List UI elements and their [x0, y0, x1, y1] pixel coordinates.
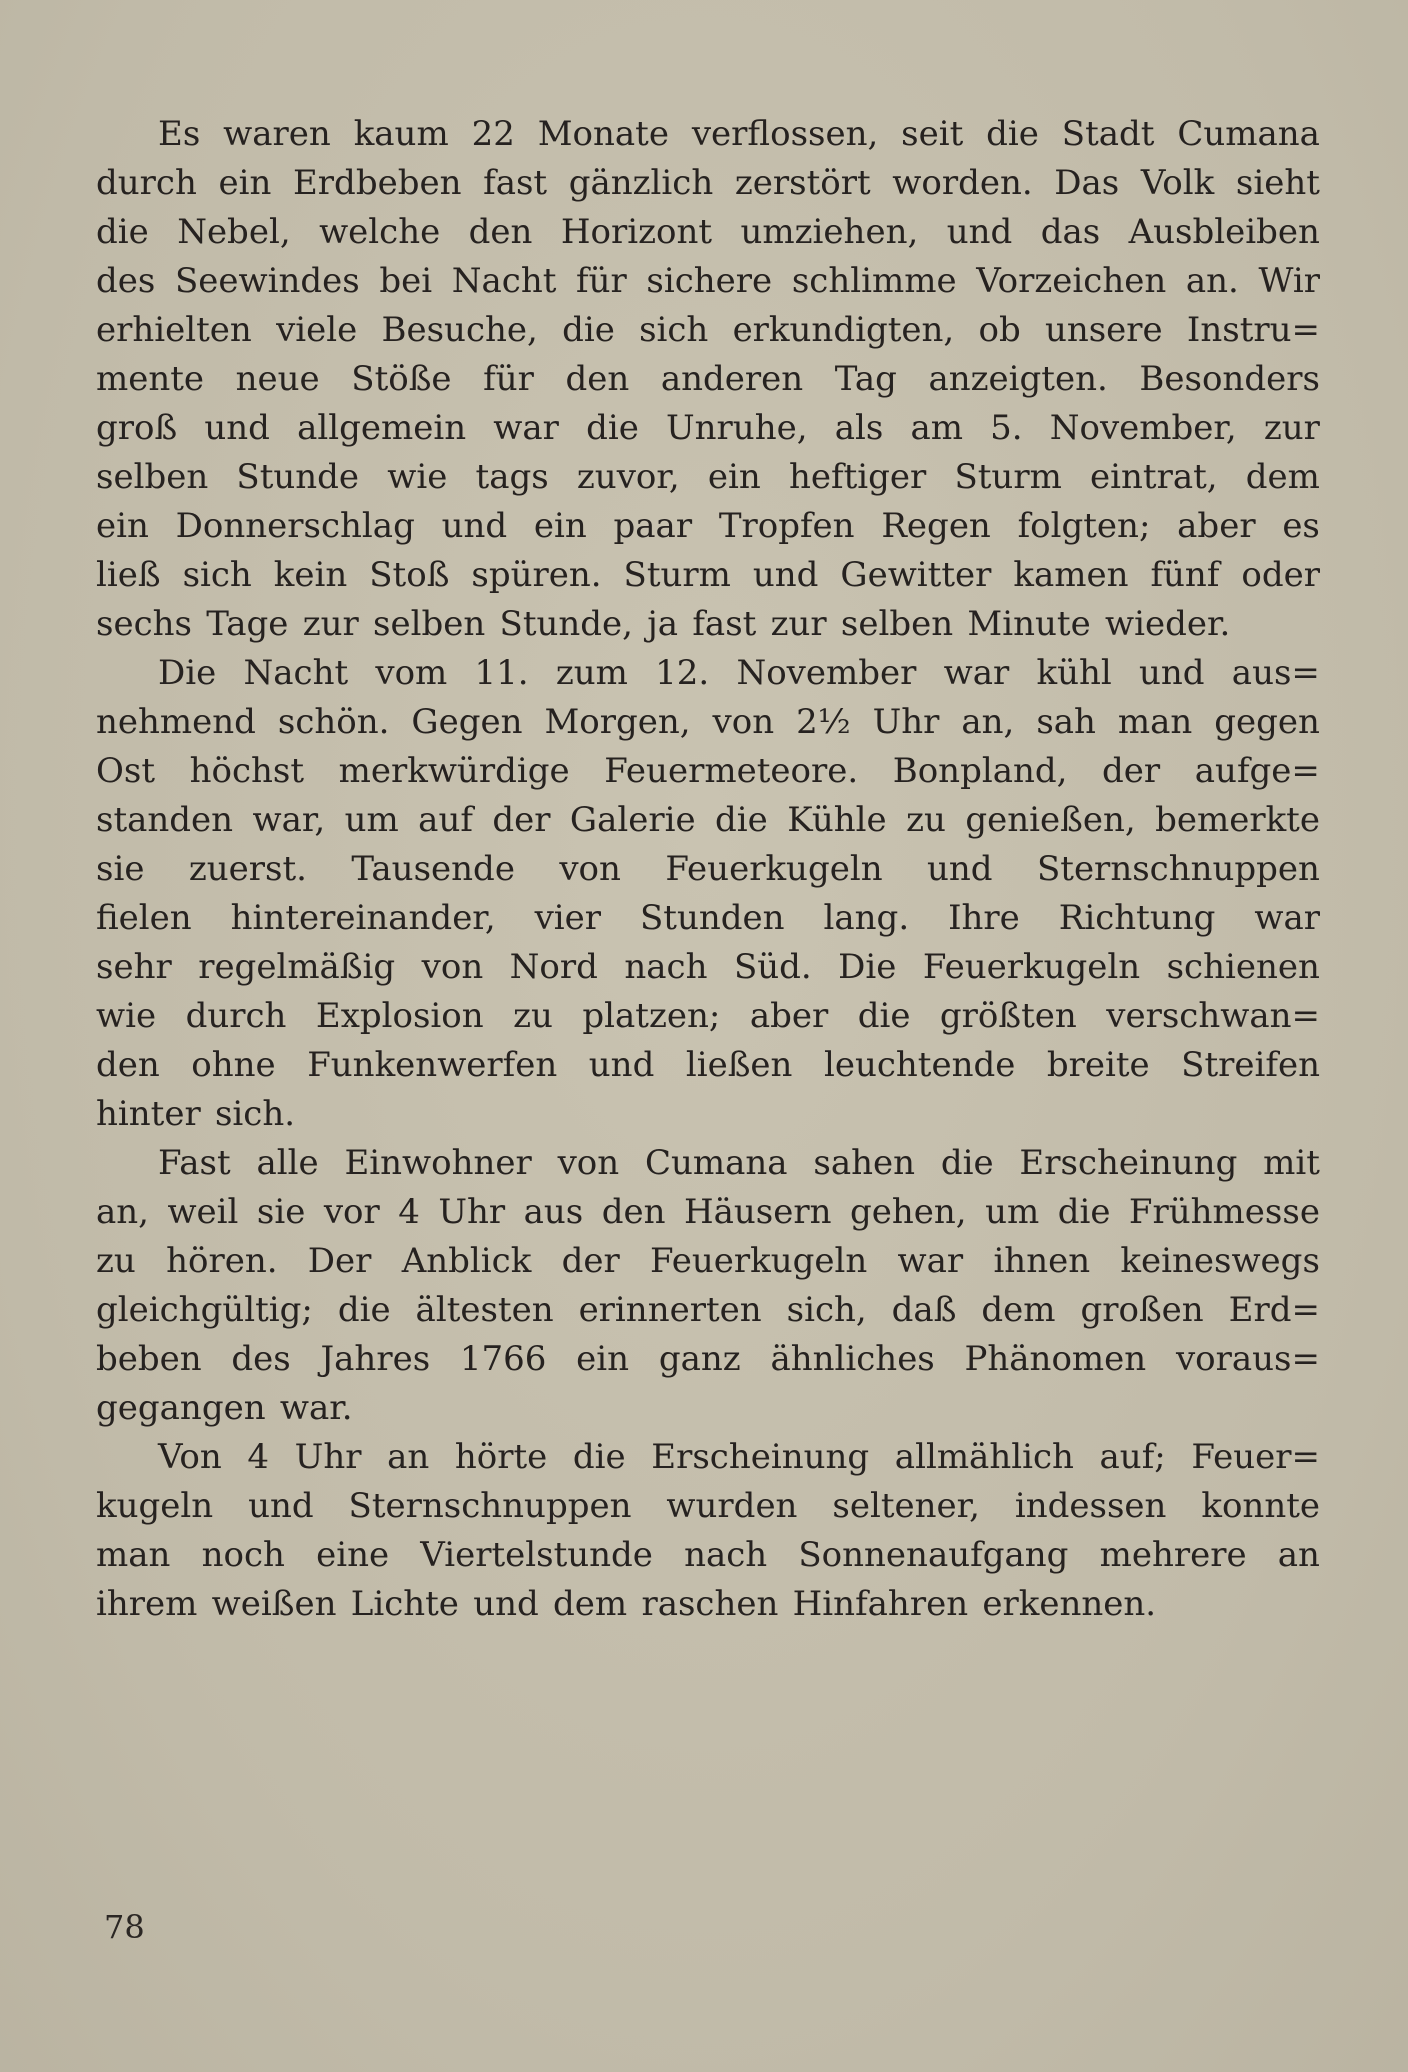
- text-line: die Nebel, welche den Horizont umziehen, und das Ausbleiben: [96, 212, 1320, 252]
- text-line: ließ sich kein Stoß spüren. Sturm und Gewitter kamen fünf oder: [96, 555, 1320, 595]
- text-line: sehr regelmäßig von Nord nach Süd. Die Feuerkugeln schienen: [96, 947, 1320, 987]
- text-line: fielen hintereinander, vier Stunden lang. Ihre Richtung war: [96, 898, 1320, 938]
- text-line: Die Nacht vom 11. zum 12. November war kühl und aus=: [158, 653, 1320, 693]
- text-line: nehmend schön. Gegen Morgen, von 2½ Uhr an, sah man gegen: [96, 702, 1320, 742]
- text-line: man noch eine Viertelstunde nach Sonnenaufgang mehrere an: [96, 1535, 1320, 1575]
- text-line: Ost höchst merkwürdige Feuermeteore. Bonpland, der aufge=: [96, 751, 1320, 791]
- text-line: sie zuerst. Tausende von Feuerkugeln und Sternschnuppen: [96, 849, 1320, 889]
- text-line: Fast alle Einwohner von Cumana sahen die Erscheinung mit: [158, 1143, 1320, 1183]
- text-line: ein Donnerschlag und ein paar Tropfen Regen folgten; aber es: [96, 506, 1320, 546]
- text-line: zu hören. Der Anblick der Feuerkugeln war ihnen keineswegs: [96, 1241, 1320, 1281]
- page-number: 78: [104, 1908, 145, 1946]
- text-line: durch ein Erdbeben fast gänzlich zerstört worden. Das Volk sieht: [96, 163, 1320, 203]
- text-line: groß und allgemein war die Unruhe, als am 5. November, zur: [96, 408, 1320, 448]
- text-line: an, weil sie vor 4 Uhr aus den Häusern gehen, um die Frühmesse: [96, 1192, 1320, 1232]
- text-line: ihrem weißen Lichte und dem raschen Hinfahren erkennen.: [96, 1584, 1157, 1624]
- text-line: Es waren kaum 22 Monate verflossen, seit die Stadt Cumana: [158, 114, 1320, 154]
- text-line: wie durch Explosion zu platzen; aber die größten verschwan=: [96, 996, 1320, 1036]
- text-line: gegangen war.: [96, 1388, 353, 1428]
- text-line: standen war, um auf der Galerie die Kühle zu genießen, bemerkte: [96, 800, 1320, 840]
- body-text: [96, 110, 1320, 1629]
- text-line: des Seewindes bei Nacht für sichere schlimme Vorzeichen an. Wir: [96, 261, 1320, 301]
- text-line: den ohne Funkenwerfen und ließen leuchtende breite Streifen: [96, 1045, 1320, 1085]
- text-line: gleichgültig; die ältesten erinnerten sich, daß dem großen Erd=: [96, 1290, 1320, 1330]
- text-line: Von 4 Uhr an hörte die Erscheinung allmählich auf; Feuer=: [158, 1437, 1320, 1477]
- text-line: hinter sich.: [96, 1094, 296, 1134]
- text-line: kugeln und Sternschnuppen wurden seltener, indessen konnte: [96, 1486, 1320, 1526]
- text-line: beben des Jahres 1766 ein ganz ähnliches Phänomen voraus=: [96, 1339, 1320, 1379]
- text-line: selben Stunde wie tags zuvor, ein heftiger Sturm eintrat, dem: [96, 457, 1320, 497]
- text-line: erhielten viele Besuche, die sich erkundigten, ob unsere Instru=: [96, 310, 1320, 350]
- text-line: mente neue Stöße für den anderen Tag anzeigten. Besonders: [96, 359, 1320, 399]
- text-line: sechs Tage zur selben Stunde, ja fast zur selben Minute wieder.: [96, 604, 1231, 644]
